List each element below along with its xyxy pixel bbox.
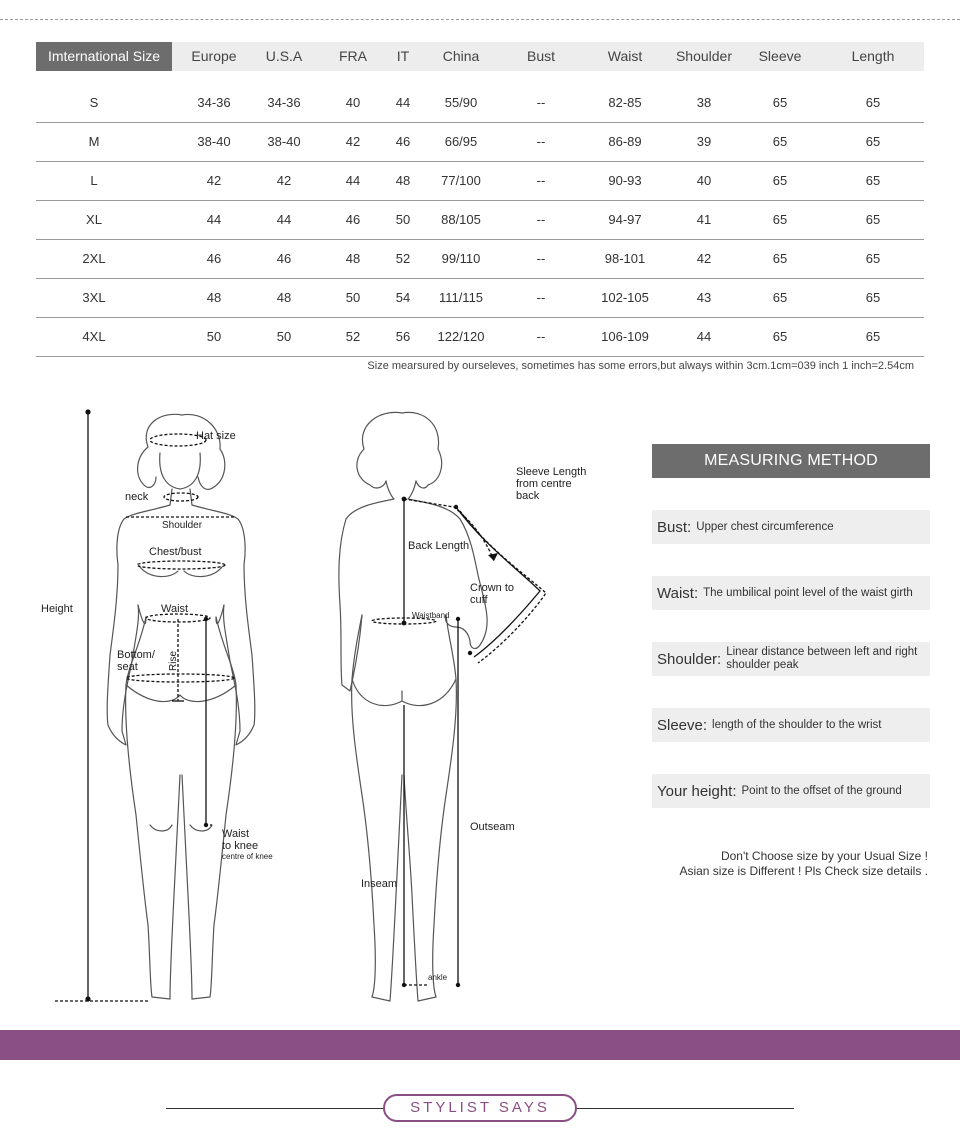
table-cell: 46 <box>345 212 361 227</box>
table-cell: 44 <box>696 329 712 344</box>
header-cell: Europe <box>191 48 237 64</box>
table-cell: 38-40 <box>267 134 301 149</box>
measurement-figures <box>0 395 640 1015</box>
table-cell: 38-40 <box>197 134 231 149</box>
measuring-key: Bust: <box>657 518 692 536</box>
measuring-desc: The umbilical point level of the waist girth <box>703 586 913 599</box>
table-cell: 66/95 <box>444 134 478 149</box>
purple-divider-band <box>0 1030 960 1060</box>
table-cell: 34-36 <box>267 95 301 110</box>
table-cell: -- <box>536 173 546 188</box>
table-cell: 41 <box>696 212 712 227</box>
table-row <box>36 201 924 240</box>
table-cell: 46 <box>395 134 411 149</box>
measuring-desc: Linear distance between left and right shoulder peak <box>726 646 918 671</box>
label-waist-knee-3: centre of knee <box>222 852 273 861</box>
table-cell: 65 <box>772 173 788 188</box>
table-cell: L <box>90 173 98 188</box>
label-rise: Rise <box>168 650 179 671</box>
table-cell: 77/100 <box>441 173 481 188</box>
measuring-item-shoulder <box>652 642 930 676</box>
table-cell: 65 <box>772 95 788 110</box>
table-cell: -- <box>536 212 546 227</box>
table-cell: 50 <box>276 329 292 344</box>
table-row <box>36 318 924 357</box>
stylist-line-right <box>577 1108 794 1109</box>
table-cell: 2XL <box>82 251 106 266</box>
table-cell: 44 <box>395 95 411 110</box>
table-cell: 52 <box>345 329 361 344</box>
table-cell: -- <box>536 95 546 110</box>
back-figure <box>339 412 487 1001</box>
table-cell: XL <box>86 212 102 227</box>
header-cell: U.S.A <box>265 48 303 64</box>
table-cell: 46 <box>276 251 292 266</box>
table-row <box>36 84 924 123</box>
table-cell: 39 <box>696 134 712 149</box>
table-cell: S <box>89 95 99 110</box>
table-cell: 4XL <box>82 329 106 344</box>
table-cell: 65 <box>865 212 881 227</box>
table-cell: 48 <box>206 290 222 305</box>
header-cell: Bust <box>526 48 555 64</box>
measuring-item-waist <box>652 576 930 610</box>
measurement-note: Size mearsured by ourseleves, sometimes has some errors,but always within 3cm.1cm=039 inch 1 inch=2.54cm <box>367 360 914 372</box>
measuring-desc: Point to the offset of the ground <box>741 784 902 797</box>
table-row <box>36 162 924 201</box>
top-dashed-divider <box>0 19 960 20</box>
table-cell: 106-109 <box>601 329 649 344</box>
header-cell: Shoulder <box>675 48 733 64</box>
size-table-header <box>36 42 924 71</box>
table-row <box>36 240 924 279</box>
size-table-body <box>36 84 924 357</box>
label-outseam: Outseam <box>470 821 515 833</box>
header-cell: Length <box>851 48 895 64</box>
table-cell: 65 <box>865 329 881 344</box>
table-cell: 94-97 <box>608 212 642 227</box>
table-cell: 48 <box>395 173 411 188</box>
label-crown-1: Crown to <box>470 582 515 594</box>
table-row <box>36 279 924 318</box>
table-cell: 99/110 <box>441 251 481 266</box>
table-cell: 3XL <box>82 290 106 305</box>
table-cell: 42 <box>345 134 361 149</box>
table-cell: 65 <box>865 251 881 266</box>
measuring-method-title: MEASURING METHOD <box>652 444 930 478</box>
table-cell: 65 <box>772 134 788 149</box>
measuring-desc: Upper chest circumference <box>696 520 834 533</box>
table-cell: 48 <box>345 251 361 266</box>
table-cell: 98-101 <box>604 251 646 266</box>
table-cell: 65 <box>865 290 881 305</box>
measuring-desc: length of the shoulder to the wrist <box>712 718 882 731</box>
table-cell: 86-89 <box>608 134 642 149</box>
label-crown-2: cuff <box>470 594 488 606</box>
label-back-length: Back Length <box>408 540 470 552</box>
table-cell: -- <box>536 329 546 344</box>
table-cell: -- <box>536 134 546 149</box>
table-cell: 82-85 <box>608 95 642 110</box>
stylist-says-heading: STYLIST SAYS <box>383 1094 577 1122</box>
table-cell: 44 <box>276 212 292 227</box>
header-cell: China <box>442 48 480 64</box>
table-cell: 65 <box>772 212 788 227</box>
measuring-key: Shoulder: <box>657 650 722 668</box>
label-hat-size: Hat size <box>196 430 236 442</box>
size-warning-line-1: Don't Choose size by your Usual Size ! <box>720 849 928 863</box>
table-cell: 65 <box>772 251 788 266</box>
table-cell: 42 <box>276 173 292 188</box>
label-waist-knee-2: to knee <box>222 840 259 852</box>
table-cell: M <box>88 134 100 149</box>
table-cell: 50 <box>395 212 411 227</box>
label-neck: neck <box>125 491 149 503</box>
label-bottom-1: Bottom/ <box>117 649 155 661</box>
table-cell: 90-93 <box>608 173 642 188</box>
table-cell: 38 <box>696 95 712 110</box>
table-cell: -- <box>536 290 546 305</box>
measuring-item-height <box>652 774 930 808</box>
header-cell: Imternational Size <box>36 42 172 71</box>
label-sleeve-2: from centre <box>516 478 572 490</box>
stylist-line-left <box>166 1108 383 1109</box>
label-sleeve-3: back <box>516 490 540 502</box>
table-cell: 40 <box>696 173 712 188</box>
table-cell: 50 <box>206 329 222 344</box>
measuring-item-bust <box>652 510 930 544</box>
table-cell: 43 <box>696 290 712 305</box>
table-cell: 44 <box>206 212 222 227</box>
table-cell: 56 <box>395 329 411 344</box>
label-waist-knee-1: Waist <box>222 828 250 840</box>
table-cell: 54 <box>395 290 411 305</box>
label-chest: Chest/bust <box>149 546 202 558</box>
header-cell: FRA <box>339 48 367 64</box>
measuring-key: Waist: <box>657 584 699 602</box>
size-warning <box>679 849 928 879</box>
table-cell: 65 <box>865 173 881 188</box>
table-cell: 50 <box>345 290 361 305</box>
table-cell: 65 <box>865 95 881 110</box>
label-shoulder: Shoulder <box>162 520 203 531</box>
table-cell: 111/115 <box>438 290 484 305</box>
table-cell: 42 <box>206 173 222 188</box>
table-cell: 40 <box>345 95 361 110</box>
table-cell: 46 <box>206 251 222 266</box>
label-waist: Waist <box>161 603 189 615</box>
label-bottom-2: seat <box>117 661 138 673</box>
header-cell: IT <box>396 48 410 64</box>
table-cell: 65 <box>865 134 881 149</box>
table-cell: -- <box>536 251 546 266</box>
table-cell: 102-105 <box>601 290 649 305</box>
table-cell: 65 <box>772 290 788 305</box>
label-height: Height <box>41 603 73 615</box>
table-cell: 88/105 <box>441 212 481 227</box>
label-inseam: Inseam <box>361 878 398 890</box>
table-cell: 44 <box>345 173 361 188</box>
table-cell: 42 <box>696 251 712 266</box>
size-table <box>36 42 924 344</box>
table-cell: 48 <box>276 290 292 305</box>
measuring-item-sleeve <box>652 708 930 742</box>
table-cell: 65 <box>772 329 788 344</box>
measuring-key: Your height: <box>657 782 737 800</box>
table-cell: 34-36 <box>197 95 231 110</box>
table-cell: 55/90 <box>444 95 478 110</box>
label-waistband: Waistband <box>412 611 450 620</box>
table-row <box>36 123 924 162</box>
label-ankle: ankle <box>428 973 448 982</box>
measuring-key: Sleeve: <box>657 716 708 734</box>
table-cell: 122/120 <box>437 329 485 344</box>
header-cell: Sleeve <box>758 48 802 64</box>
table-cell: 52 <box>395 251 411 266</box>
label-sleeve-1: Sleeve Length <box>516 466 587 478</box>
header-cell: Waist <box>607 48 643 64</box>
size-warning-line-2: Asian size is Different ! Pls Check size details . <box>679 864 928 878</box>
